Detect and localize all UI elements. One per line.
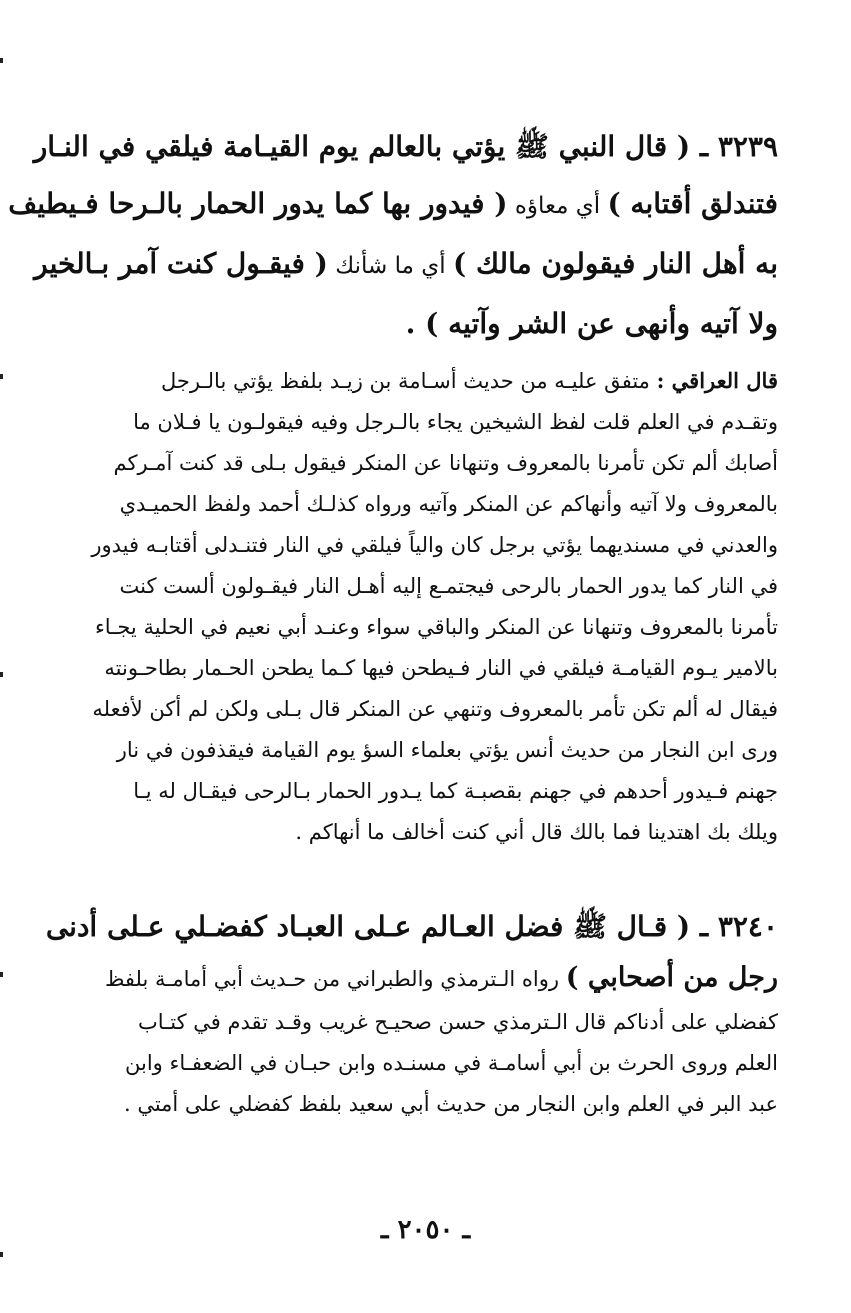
commentary-line: أصابك ألم تكن تأمرنا بالمعروف وتنهانا عن المنكر فيقول بـلى قد كنت آمـركم	[113, 451, 778, 475]
entry-number: ٣٢٣٩ ـ	[699, 130, 778, 163]
hadith-text: ولا آتيه وأنهى عن الشر وآتيه ) .	[405, 307, 778, 340]
gloss-text: أي ما شأنك	[327, 253, 453, 279]
entry-line	[108, 295, 778, 352]
commentary-line: بالمعروف ولا آتيه وأنهاكم عن المنكر وآتيه ورواه كذلـك أحمد ولفظ الحميـدي	[119, 492, 778, 516]
hadith-text: رجل من أصحابي )	[565, 962, 778, 993]
iraqi-commentary	[91, 360, 778, 853]
entry-line	[45, 898, 778, 955]
hadith-text: ( قال النبي ﷺ يؤتي بالعالم يوم القيـامة فيلقي في النـار	[33, 130, 691, 163]
commentary-text: رواه الـترمذي والطبراني من حـديث أبي أمامـة بلفظ	[104, 967, 566, 991]
margin-mark	[0, 58, 3, 63]
page-number: ـ ٢٠٥٠ ـ	[380, 1215, 471, 1245]
commentary-line: ويلك بك اهتدينا فما بالك قال أني كنت أخالف ما أنهاكم .	[295, 820, 778, 844]
commentary-line: ورى ابن النجار من حديث أنس يؤتي بعلماء السؤ يوم القيامة فيقذفون في نار	[116, 738, 778, 762]
hadith-entry-3240	[45, 898, 778, 1125]
commentary-label: قال العراقي :	[656, 368, 778, 393]
commentary-line: العلم وروى الحرث بن أبي أسامـة في مسنـده وابن حبـان في الضعفـاء وابن	[124, 1051, 778, 1075]
entry-line	[34, 235, 778, 295]
hadith-text: فتندلق أقتابه )	[607, 187, 778, 220]
commentary-line: جهنم فـيدور أحدهم في جهنم بقصبـة كما يـدور الحمار بـالرحى فيقـال له يـا	[133, 779, 778, 803]
entry-line	[33, 118, 778, 175]
commentary-line: وتقـدم في العلم قلت لفظ الشيخين يجاء بالـرجل وفيه فيقولـون يا فـلان ما	[133, 410, 778, 434]
gloss-text: أي معاؤه	[507, 193, 608, 219]
margin-mark	[0, 374, 3, 379]
commentary-line: بالامير يـوم القيامـة فيلقي في النار فـيطحن فيها كـما يطحن الحـمار بطاحـونته	[104, 656, 778, 680]
hadith-text: ( فيدور بها كما يدور الحمار بالـرحا فـيطيف	[8, 187, 508, 220]
hadith-entry-3239	[8, 118, 778, 352]
entry-line	[8, 175, 778, 235]
margin-mark	[0, 672, 3, 677]
commentary-line: في النار كما يدور الحمار بالرحى فيجتمـع إليه أهـل النار فيقـولون ألست كنت	[119, 574, 778, 598]
hadith-text: ( فيقـول كنت آمر بـالخير	[34, 247, 328, 280]
margin-mark	[0, 972, 3, 977]
commentary-line: تأمرنا بالمعروف وتنهانا عن المنكر والباقي سواء وعنـد أبي نعيم في الحلية يجـاء	[94, 615, 778, 639]
entry-line	[104, 955, 778, 1002]
margin-mark	[0, 1252, 3, 1257]
hadith-text: ( قـال ﷺ فضل العـالم عـلى العبـاد كفضـلي عـلى أدنى	[45, 910, 691, 943]
commentary-text: متفق عليـه من حديث أسـامة بن زيـد بلفظ يؤتي بالـرجل	[161, 369, 657, 393]
hadith-text: به أهل النار فيقولون مالك )	[452, 247, 778, 280]
commentary-line: والعدني في مسنديهما يؤتي برجل كان والياً فيلقي في النار فتنـدلى أقتابـه فيدور	[91, 533, 778, 557]
commentary-line: كفضلي على أدناكم قال الـترمذي حسن صحيـح غريب وقـد تقدم في كتـاب	[137, 1010, 778, 1034]
commentary-line	[108, 360, 778, 402]
commentary-line: عبد البر في العلم وابن النجار من حديث أبي سعيد بلفظ كفضلي على أمتي .	[123, 1092, 778, 1116]
entry-number: ٣٢٤٠ ـ	[699, 910, 778, 943]
commentary-line: فيقال له ألم تكن تأمر بالمعروف وتنهي عن المنكر قال بـلى ولكن لم أكن لأفعله	[92, 697, 778, 721]
